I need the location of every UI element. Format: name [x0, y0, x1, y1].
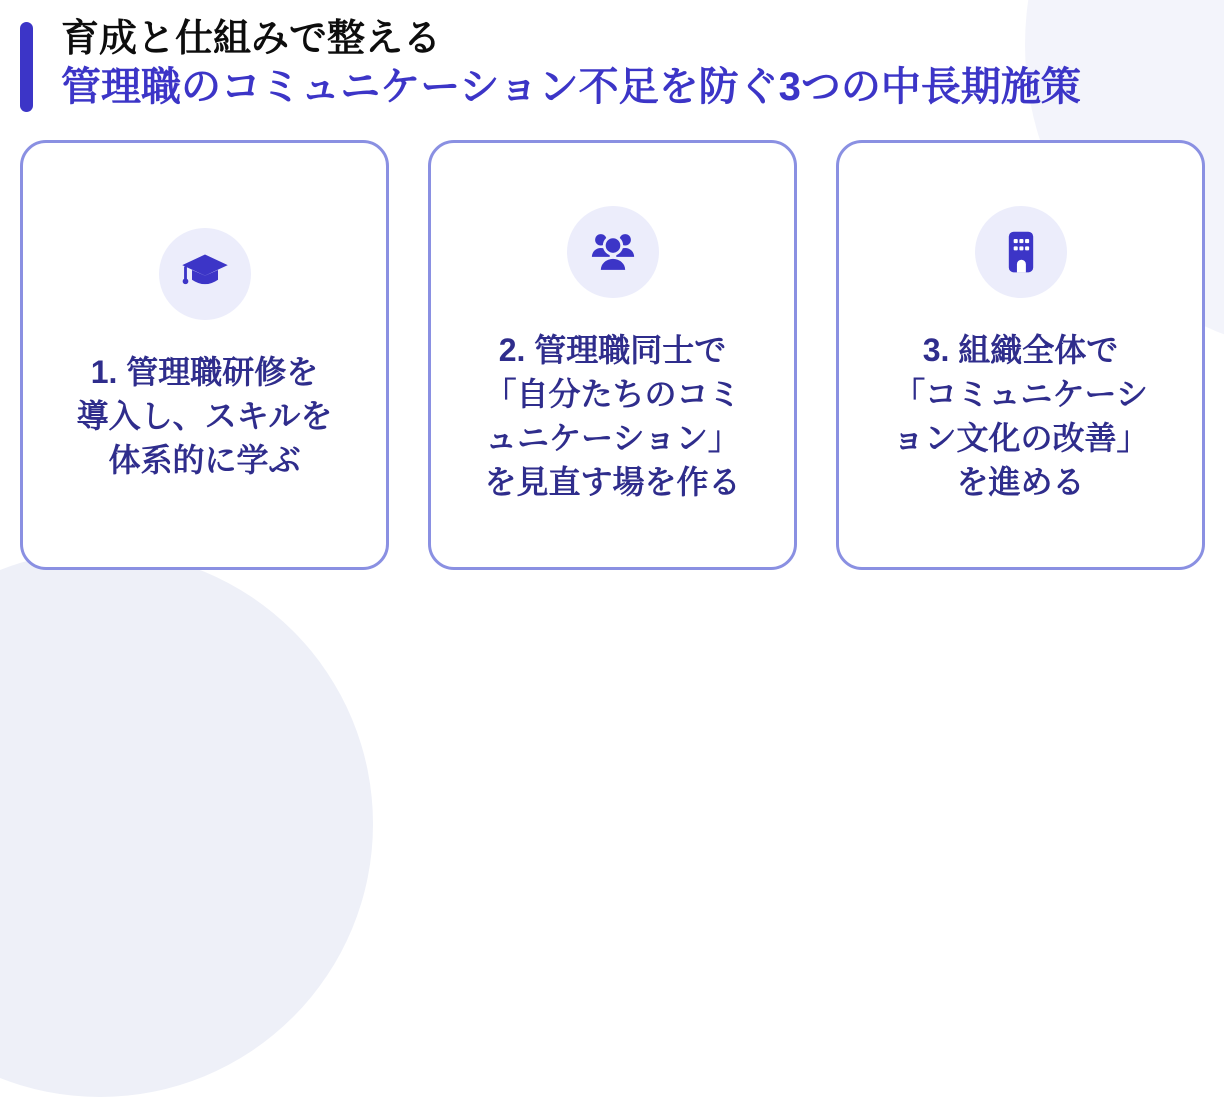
slide-header: [20, 16, 1081, 112]
card-text-line: 2. 管理職同士で: [498, 332, 727, 368]
card-text-line: 3. 組織全体で: [922, 332, 1119, 368]
card-text-line: ュニケーション」: [485, 420, 740, 456]
card-text-line: ョン文化の改善」: [892, 420, 1149, 456]
office-building-icon: [995, 226, 1047, 278]
card-text-line: 体系的に学ぶ: [108, 442, 301, 478]
card-text-line: 導入し、スキルを: [76, 398, 333, 434]
card-text-line: 「コミュニケーシ: [893, 376, 1148, 412]
card-peer-review: [428, 140, 797, 570]
card-text-line: 1. 管理職研修を: [90, 354, 319, 390]
decorative-circle-bottom-left: [0, 551, 373, 1097]
icon-circle: [159, 228, 251, 320]
card-text-line: を見直す場を作る: [484, 464, 741, 500]
card-text: [484, 328, 740, 504]
users-group-icon: [587, 226, 639, 278]
cards-row: [20, 140, 1205, 570]
card-text: [892, 328, 1148, 504]
card-training: [20, 140, 389, 570]
card-text-line: を進める: [956, 464, 1085, 500]
slide-subtitle: 管理職のコミュニケーション不足を防ぐ3つの中長期施策: [61, 65, 1081, 109]
card-org-culture: [836, 140, 1205, 570]
graduation-cap-icon: [179, 248, 231, 300]
header-text: [61, 16, 1081, 112]
icon-circle: [975, 206, 1067, 298]
card-text-line: 「自分たちのコミ: [484, 376, 741, 412]
icon-circle: [567, 206, 659, 298]
card-text: [77, 350, 333, 482]
accent-bar: [20, 22, 33, 112]
slide-title: 育成と仕組みで整える: [61, 18, 442, 60]
